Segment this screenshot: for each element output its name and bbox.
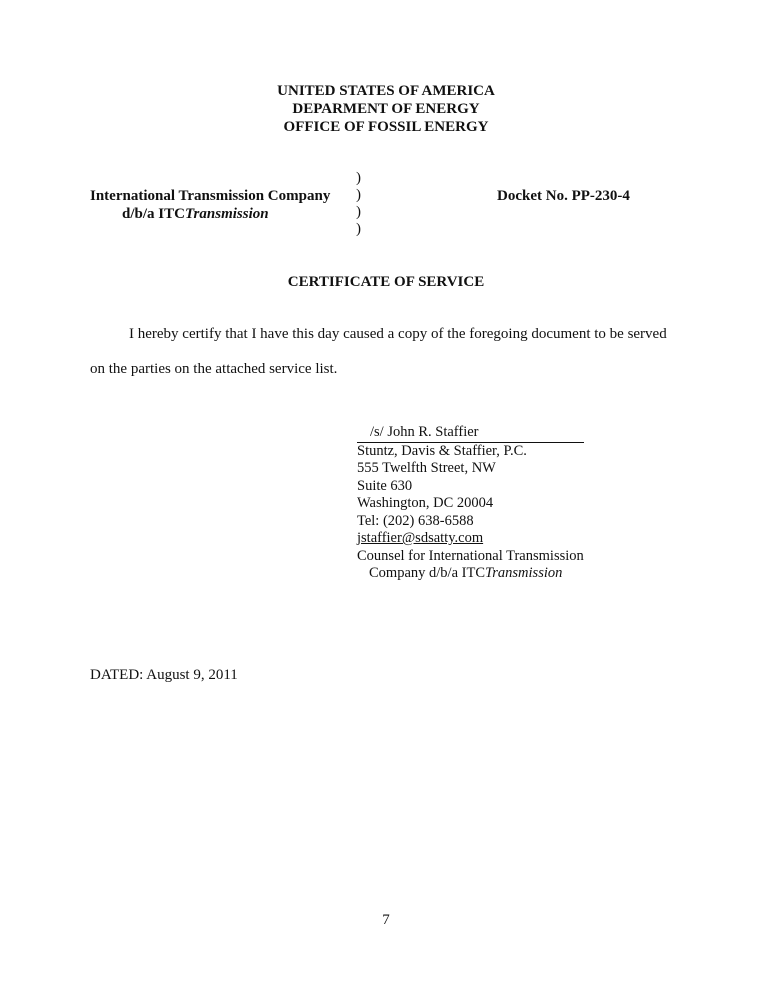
signature-line: /s/ John R. Staffier <box>357 424 584 443</box>
city-state-zip: Washington, DC 20004 <box>357 495 494 511</box>
certificate-title: CERTIFICATE OF SERVICE <box>287 274 485 290</box>
street-address: 555 Twelfth Street, NW <box>357 460 496 476</box>
date-line: DATED: August 9, 2011 <box>90 667 238 683</box>
header-office: OFFICE OF FOSSIL ENERGY <box>283 119 489 135</box>
party-dba-italic: Transmission <box>184 206 269 222</box>
counsel-line2-italic: Transmission <box>485 565 563 581</box>
caption-paren: ) <box>356 204 361 220</box>
party-name: International Transmission Company <box>90 188 331 204</box>
caption-paren: ) <box>356 170 361 186</box>
signature-block <box>357 424 584 583</box>
caption-paren: ) <box>356 187 361 203</box>
counsel-line2-prefix: Company d/b/a ITC <box>369 565 485 581</box>
case-caption-party <box>90 187 340 223</box>
certificate-paragraph-line1: I hereby certify that I have this day caused a copy of the foregoing document to be served <box>129 326 667 342</box>
page-number: 7 <box>382 912 390 928</box>
certificate-paragraph-line2: on the parties on the attached service list. <box>90 361 338 377</box>
firm-name: Stuntz, Davis & Staffier, P.C. <box>357 442 527 459</box>
header-department: DEPARMENT OF ENERGY <box>292 101 480 117</box>
party-dba <box>90 205 340 223</box>
caption-parentheses <box>356 170 361 238</box>
counsel-line1: Counsel for International Transmission <box>357 547 584 564</box>
docket-number: Docket No. PP-230-4 <box>497 188 630 204</box>
caption-paren: ) <box>356 221 361 237</box>
document-header <box>0 82 772 136</box>
counsel-line2 <box>357 565 584 583</box>
telephone: Tel: (202) 638-6588 <box>357 512 474 529</box>
party-dba-prefix: d/b/a ITC <box>122 206 185 222</box>
suite: Suite 630 <box>357 477 413 494</box>
email-address: jstaffier@sdsatty.com <box>357 530 484 546</box>
header-country: UNITED STATES OF AMERICA <box>277 83 495 99</box>
